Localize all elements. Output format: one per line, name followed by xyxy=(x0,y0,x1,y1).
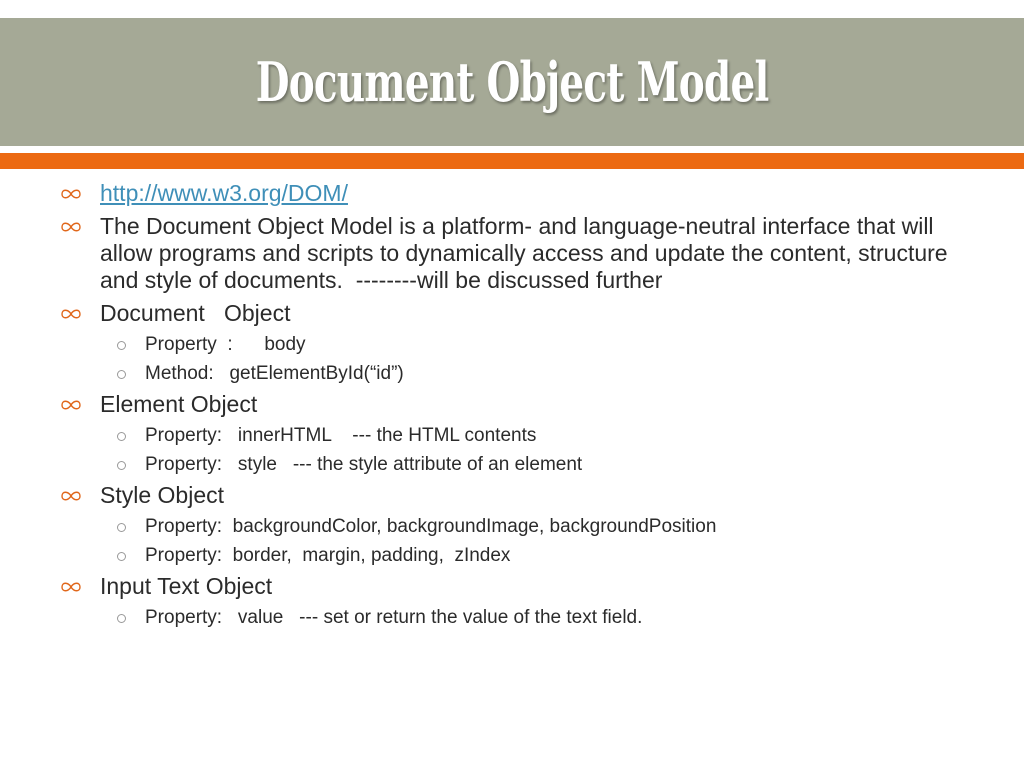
sub-item xyxy=(58,453,968,477)
title-band xyxy=(0,18,1024,146)
w3-dom-link[interactable]: http://www.w3.org/DOM/ xyxy=(100,180,348,206)
band-gap xyxy=(0,146,1024,152)
hollow-circle-icon xyxy=(114,606,128,630)
hollow-circle-icon xyxy=(114,515,128,539)
bullet-input-text-object xyxy=(58,573,968,600)
definition-text: The Document Object Model is a platform- and language-neutral interface that will allow programs and scripts to dynamically access and update the content, structure and style of documents. --------will be discussed further xyxy=(100,213,954,293)
sub-item xyxy=(58,606,968,630)
bullet-style-object xyxy=(58,482,968,509)
sub-item-text: Property: backgroundColor, backgroundImage, backgroundPosition xyxy=(145,516,717,537)
slide-title: Document Object Model xyxy=(255,50,769,114)
style-object-label: Style Object xyxy=(100,482,224,508)
sub-item xyxy=(58,362,968,386)
infinity-loop-icon xyxy=(60,180,84,207)
bullet-link xyxy=(58,180,968,207)
sub-item-text: Property: style --- the style attribute of an element xyxy=(145,454,583,475)
hollow-circle-icon xyxy=(114,333,128,357)
hollow-circle-icon xyxy=(114,453,128,477)
infinity-loop-icon xyxy=(60,213,84,240)
element-object-label: Element Object xyxy=(100,391,258,417)
document-object-label: Document Object xyxy=(100,300,291,326)
input-text-object-label: Input Text Object xyxy=(100,573,273,599)
sub-item-text: Property : body xyxy=(145,334,306,355)
sub-item-text: Property: innerHTML --- the HTML contents xyxy=(145,425,537,446)
hollow-circle-icon xyxy=(114,362,128,386)
sub-item-text: Property: border, margin, padding, zIndex xyxy=(145,545,511,566)
accent-bar xyxy=(0,153,1024,169)
bullet-document-object xyxy=(58,300,968,327)
sub-item-text: Property: value --- set or return the value of the text field. xyxy=(145,607,643,628)
hollow-circle-icon xyxy=(114,424,128,448)
slide-content xyxy=(58,180,968,635)
infinity-loop-icon xyxy=(60,573,84,600)
sub-item xyxy=(58,544,968,568)
infinity-loop-icon xyxy=(60,391,84,418)
sub-item xyxy=(58,333,968,357)
sub-item-text: Method: getElementById(“id”) xyxy=(145,363,404,384)
sub-item xyxy=(58,515,968,539)
infinity-loop-icon xyxy=(60,482,84,509)
bullet-element-object xyxy=(58,391,968,418)
bullet-definition xyxy=(58,213,968,294)
sub-item xyxy=(58,424,968,448)
hollow-circle-icon xyxy=(114,544,128,568)
infinity-loop-icon xyxy=(60,300,84,327)
